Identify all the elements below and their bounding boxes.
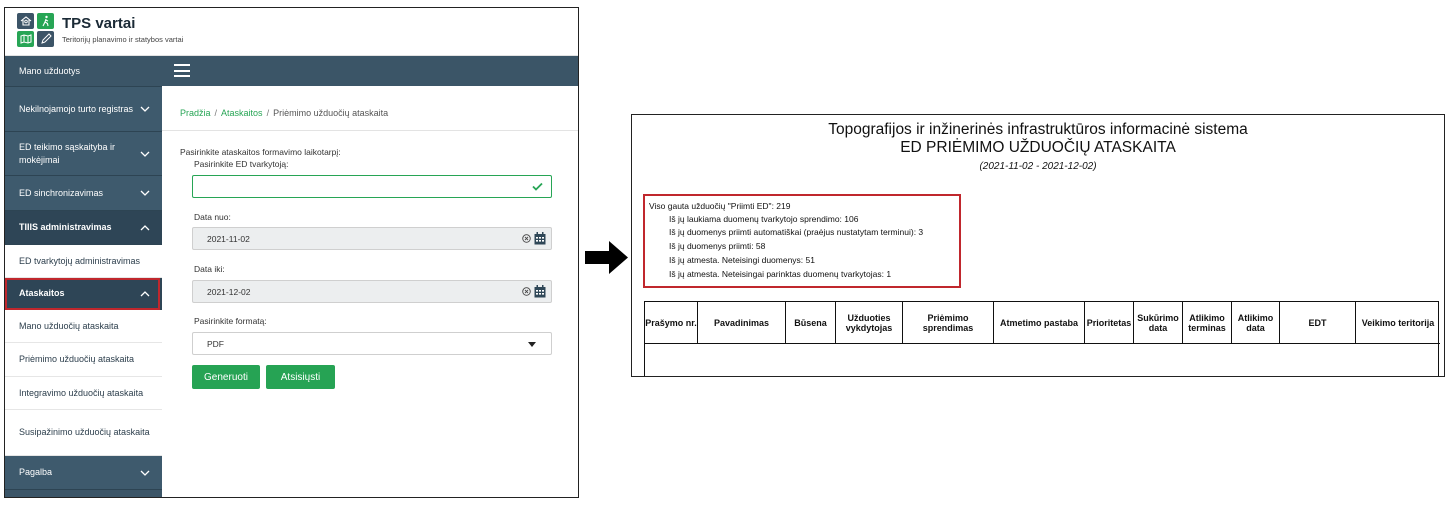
person-walking-icon [37, 13, 54, 29]
hamburger-icon[interactable] [174, 64, 190, 77]
main-content [162, 86, 578, 497]
check-icon [532, 182, 543, 191]
chevron-down-icon [140, 106, 150, 112]
editor-select[interactable] [192, 175, 552, 198]
date-to-value: 2021-12-02 [207, 286, 251, 297]
breadcrumb-separator: / [266, 108, 270, 118]
calendar-icon[interactable] [534, 285, 546, 298]
sidebar-item-label: ED sinchronizavimas [19, 187, 104, 198]
sidebar-item-help[interactable] [5, 456, 162, 490]
date-from-value: 2021-11-02 [207, 233, 250, 244]
breadcrumb-home-link[interactable]: Pradžia [180, 108, 211, 118]
stat-total: Viso gauta užduočių "Priimti ED": 219 [649, 201, 791, 211]
chevron-down-icon [140, 190, 150, 196]
report-table-header [645, 302, 1440, 344]
app-header [5, 8, 578, 56]
top-bar [162, 56, 578, 86]
sidebar-item-label: ED tvarkytojų administravimas [19, 255, 141, 266]
sidebar-item-real-estate-registry[interactable] [5, 87, 162, 132]
sidebar-item-reports[interactable] [5, 278, 162, 310]
sidebar-subitem-acceptance-report[interactable] [5, 343, 162, 377]
sidebar-item-label: Nekilnojamojo turto registras [19, 103, 134, 114]
editor-label: Pasirinkite ED tvarkytoją: [194, 159, 289, 169]
sidebar-subitem-my-tasks-report[interactable] [5, 310, 162, 343]
column-header: Atlikimo terminas [1183, 302, 1232, 343]
app-subtitle: Teritorijų planavimo ir statybos vartai [62, 35, 184, 44]
sidebar-item-label: TIIIS administravimas [19, 222, 112, 232]
period-label: Pasirinkite ataskaitos formavimo laikotarpį: [180, 147, 341, 157]
arrow-right-icon [585, 241, 628, 274]
column-header: EDT [1280, 302, 1356, 343]
sidebar-item-label: Susipažinimo užduočių ataskaita [19, 427, 150, 437]
clear-icon[interactable] [522, 287, 531, 296]
breadcrumb-current: Priėmimo užduočių ataskaita [273, 108, 389, 118]
column-header: Prašymo nr. [645, 302, 698, 343]
format-select[interactable] [192, 332, 552, 355]
generate-button[interactable]: Generuoti [192, 365, 260, 389]
house-icon [17, 13, 34, 29]
date-from-label: Data nuo: [194, 212, 231, 222]
column-header: Priėmimo sprendimas [903, 302, 994, 343]
clear-icon[interactable] [522, 234, 531, 243]
stat-auto-accepted: Iš jų duomenys priimti automatiškai (praėjus nustatytam terminui): 3 [669, 227, 924, 237]
breadcrumb-reports-link[interactable]: Ataskaitos [221, 108, 263, 118]
sidebar-item-ed-billing[interactable] [5, 132, 162, 176]
column-header: Pavadinimas [698, 302, 786, 343]
sidebar-item-label: ED teikimo sąskaityba ir mokėjimai [19, 141, 116, 165]
calendar-icon[interactable] [534, 232, 546, 245]
report-system-title: Topografijos ir inžinerinės infrastruktūros informacinė sistema [828, 121, 1248, 138]
sidebar-item-label: Ataskaitos [19, 288, 65, 298]
chevron-up-icon [140, 291, 150, 297]
column-header: Būsena [786, 302, 836, 343]
chevron-up-icon [140, 225, 150, 231]
column-header: Prioritetas [1085, 302, 1134, 343]
sidebar-item-label: Priėmimo užduočių ataskaita [19, 354, 135, 364]
date-to-label: Data iki: [194, 264, 225, 274]
report-table [644, 301, 1439, 376]
stat-accepted: Iš jų duomenys priimti: 58 [669, 241, 766, 251]
report-statistics [643, 194, 961, 288]
chevron-down-icon [140, 470, 150, 476]
column-header: Veikimo teritorija [1361, 317, 1435, 328]
stat-awaiting-decision: Iš jų laukiama duomenų tvarkytojo sprendimo: 106 [669, 214, 859, 224]
sidebar-item-label: Mano užduotys [19, 65, 81, 76]
sidebar-item-label: Integravimo užduočių ataskaita [19, 387, 144, 398]
format-select-value: PDF [207, 338, 224, 349]
column-header: Atmetimo pastaba [994, 302, 1085, 343]
app-screenshot [4, 7, 579, 498]
report-period: (2021-11-02 - 2021-12-02) [979, 161, 1097, 172]
caret-down-icon [528, 342, 536, 347]
stat-rejected-wrong-editor: Iš jų atmesta. Neteisingai parinktas duomenų tvarkytojas: 1 [669, 269, 892, 279]
app-title: TPS vartai [62, 15, 136, 32]
content-divider [162, 130, 578, 131]
sidebar-item-ed-sync[interactable] [5, 176, 162, 211]
column-header: Sukūrimo data [1134, 302, 1183, 343]
chevron-down-icon [140, 151, 150, 157]
download-button[interactable]: Atsisiųsti [266, 365, 335, 389]
date-from-input[interactable] [192, 227, 552, 250]
sidebar-item-tiiis-admin[interactable] [5, 211, 162, 245]
app-logo[interactable] [17, 13, 54, 47]
column-header: Užduoties vykdytojas [836, 302, 903, 343]
map-icon [17, 31, 34, 47]
date-to-input[interactable] [192, 280, 552, 303]
format-label: Pasirinkite formatą: [194, 316, 267, 326]
column-header: Atlikimo data [1232, 302, 1280, 343]
breadcrumb-separator: / [214, 108, 218, 118]
sidebar-item-my-tasks[interactable] [5, 56, 162, 87]
sidebar-subitem-integration-report[interactable] [5, 377, 162, 410]
report-preview [631, 114, 1445, 377]
sidebar-item-label: Mano užduočių ataskaita [19, 320, 119, 331]
sidebar-item-label: Pagalba [19, 467, 53, 477]
sidebar-subitem-ed-editors-admin[interactable] [5, 245, 162, 278]
breadcrumb [180, 108, 388, 118]
sidebar-subitem-familiarization-report[interactable] [5, 410, 162, 456]
report-title: ED PRIĖMIMO UŽDUOČIŲ ATASKAITA [900, 139, 1176, 156]
pen-icon [37, 31, 54, 47]
stat-rejected-invalid-data: Iš jų atmesta. Neteisingi duomenys: 51 [669, 255, 815, 265]
